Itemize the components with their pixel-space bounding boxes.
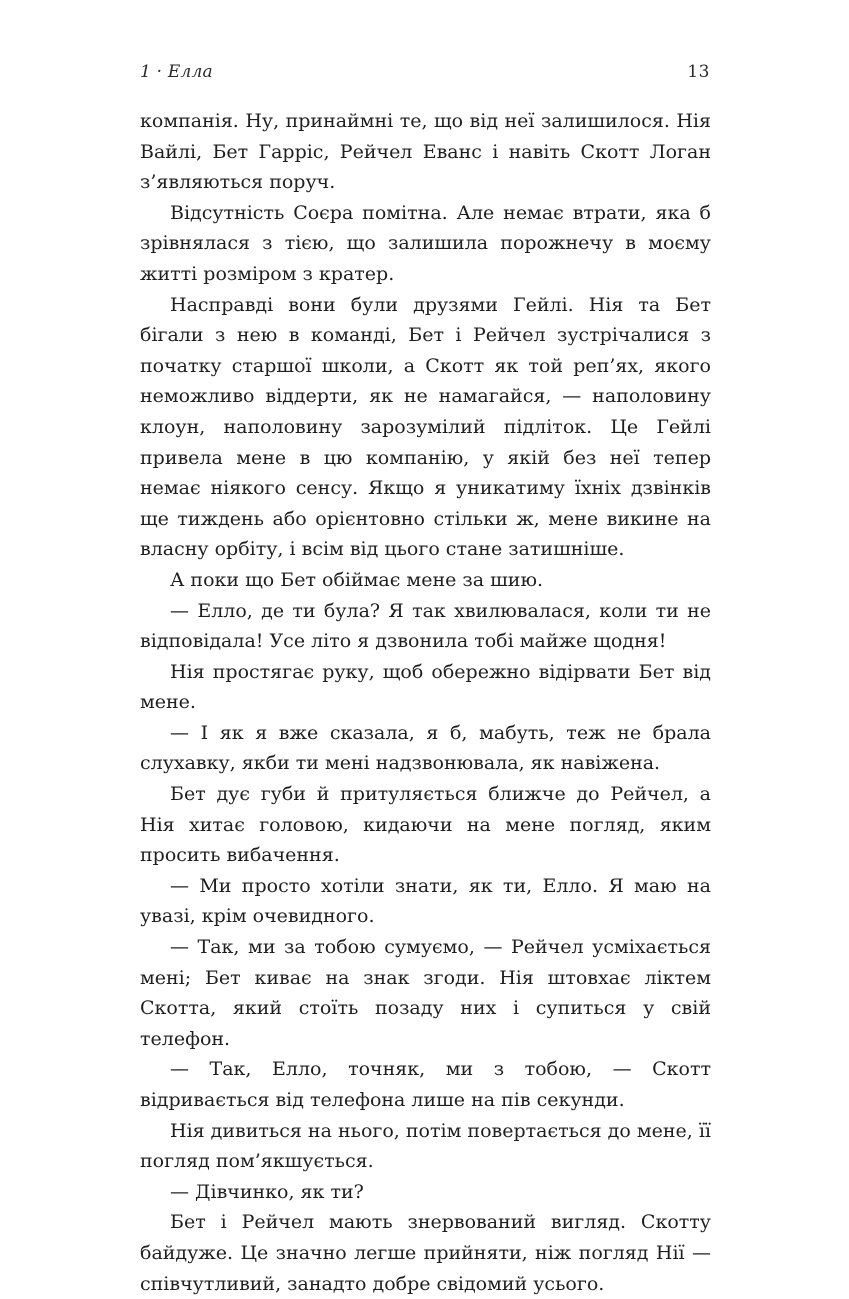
paragraph-continuation: компанія. Ну, принаймні те, що від неї залишилося. Нія Вайлі, Бет Гарріс, Рейчел Еванс і навіть Скотт Логан з’являються поруч. bbox=[140, 110, 711, 194]
dialogue-line: — Так, ми за тобою сумуємо, — Рейчел усміхається мені; Бет киває на знак згоди. Нія штовхає ліктем Скотта, який стоїть позаду них і супиться у свій телефон. bbox=[140, 936, 711, 1050]
dialogue-line: — Ми просто хотіли знати, як ти, Елло. Я маю на увазі, крім очевидного. bbox=[140, 874, 711, 928]
dialogue-line: — Елло, де ти була? Я так хвилювалася, коли ти не відповідала! Усе літо я дзвонила тобі майже щодня! bbox=[140, 599, 711, 653]
page-number: 13 bbox=[687, 62, 710, 82]
dialogue-line: — Так, Елло, точняк, ми з тобою, — Скотт відривається від телефона лише на пів секунди. bbox=[140, 1058, 711, 1111]
chapter-title: 1 · Елла bbox=[140, 62, 213, 82]
paragraph: Відсутність Соєра помітна. Але немає втрати, яка б зрівнялася з тією, що залишила порожнечу в моєму житті розміром з кратер. bbox=[140, 201, 711, 285]
paragraph: Насправді вони були друзями Гейлі. Нія та Бет бігали з нею в команді, Бет і Рейчел зустрічалися з початку старшої школи, а Скотт як той реп’ях, якого неможливо віддерти, як не намагайся, — наполовину клоун, наполовину зарозумілий підліток. Це Гейлі привела мене в цю компанію, у якій без неї тепер немає ніякого сенсу. Якщо я уникатиму їхніх дзвінків ще тиждень або орієнтовно стільки ж, мене викине на власну орбіту, і всім від цього стане затишніше. bbox=[140, 293, 711, 561]
running-head bbox=[140, 60, 710, 84]
paragraph: Бет дує губи й притуляється ближче до Рейчел, а Нія хитає головою, кидаючи на мене погляд, яким просить вибачення. bbox=[140, 783, 711, 867]
paragraph: А поки що Бет обіймає мене за шию. bbox=[170, 568, 544, 591]
paragraph: Нія дивиться на нього, потім повертається до мене, її погляд пом’якшується. bbox=[140, 1119, 711, 1173]
dialogue-line: — Дівчинко, як ти? bbox=[170, 1180, 364, 1203]
paragraph: Бет і Рейчел мають знервований вигляд. Скотту байдуже. Це значно легше прийняти, ніж погляд Нії — співчутливий, занадто добре свідомий усього. bbox=[140, 1211, 711, 1295]
paragraph: Нія простягає руку, щоб обережно відірвати Бет від мене. bbox=[140, 660, 711, 714]
dialogue-line: — І як я вже сказала, я б, мабуть, теж не брала слухавку, якби ти мені надзвонювала, як навіжена. bbox=[140, 721, 711, 775]
body-text bbox=[140, 106, 711, 1299]
